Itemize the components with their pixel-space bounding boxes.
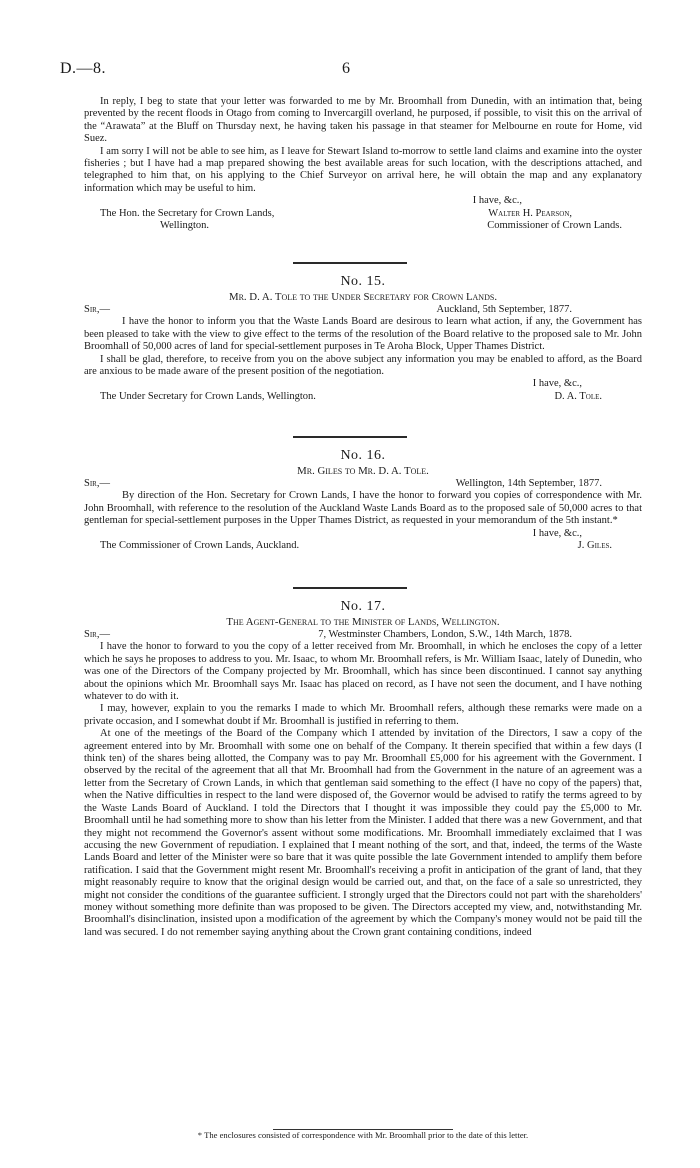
- section-title: No. 17.: [340, 599, 386, 614]
- section-heading: The Agent-General to the Minister of Lands, Wellington.: [226, 616, 500, 629]
- salutation-row: [84, 304, 642, 316]
- addressee: The Hon. the Secretary for Crown Lands,: [100, 207, 275, 219]
- section-divider: [293, 262, 407, 264]
- addressee-row: [84, 540, 642, 552]
- letter-no-17: [84, 601, 642, 939]
- salutation-row: [84, 629, 642, 641]
- section-divider: [293, 436, 407, 438]
- closing: I have, &c.,: [532, 527, 582, 539]
- section-heading: Mr. Giles to Mr. D. A. Tole.: [297, 465, 429, 478]
- date: Auckland, 5th September, 1877.: [436, 304, 572, 315]
- footnote-block: [84, 1127, 642, 1141]
- addressee: The Commissioner of Crown Lands, Auckland.: [100, 540, 300, 552]
- closing-row: [84, 528, 642, 540]
- section-title: No. 15.: [340, 274, 386, 289]
- paragraph: By direction of the Hon. Secretary for Crown Lands, I have the honor to forward you copies of correspondence with Mr. John Broomhall, with reference to the resolution of the Auckland Waste Lands Board as to the proposed sale of 50,000 acres to that gentleman for special-settlement purposes in the Upper Thames District, as requested in your memorandum of the 5th instant.*: [84, 490, 642, 527]
- paragraph: I am sorry I will not be able to see him, as I leave for Stewart Island to-morrow to settle land claims and examine into the oyster fisheries ; but I have had a map prepared showing the best available areas for such location, with the descriptions attached, and telegraphed to him that, on his applying to the Chief Surveyor on arrival here, he will obtain the map and any explanatory information which may be useful to him.: [84, 145, 642, 194]
- addressee: The Under Secretary for Crown Lands, Wellington.: [100, 390, 316, 402]
- closing: I have, &c.,: [472, 195, 522, 207]
- salutation: Sir,—: [84, 629, 110, 640]
- letter-14-continuation: [84, 96, 642, 232]
- addressee-row: [84, 391, 642, 403]
- letter-no-16: [84, 450, 642, 552]
- page-number: 6: [342, 60, 350, 77]
- salutation-row: [84, 478, 642, 490]
- paragraph: In reply, I beg to state that your letter was forwarded to me by Mr. Broomhall from Dunedin, with an intimation that, being prevented by the recent floods in Otago from coming to Invercargill overland, he purposed, if possible, to visit this on the arrival of the “Arawata” at the Bluff on Thursday next, he having taken his passage in that steamer for Melbourne en route for Home, vid Suez.: [84, 96, 642, 145]
- salutation: Sir,—: [84, 478, 110, 489]
- section-divider: [293, 587, 407, 589]
- paragraph: I shall be glad, therefore, to receive from you on the above subject any information you may be enabled to afford, as the Board are anxious to be made aware of the present position of the negotiation.: [84, 353, 642, 378]
- addressee-row: [84, 220, 642, 232]
- section-heading: Mr. D. A. Tole to the Under Secretary for Crown Lands.: [228, 291, 498, 304]
- paragraph: At one of the meetings of the Board of the Company which I attended by invitation of the Directors, I saw a copy of the agreement entered into by Mr. Broomhall with some one on behalf of the Company. It therein specified that within a few days (I think ten) of the shares being allotted, the Company was to pay Mr. Broomhall £5,000 for his agreement with the Government. I observed by the recital of the agreement that all that Mr. Broomhall had from the Government in the nature of an agreement was a letter from the Secretary of Crown Lands, in which that gentleman said something to the effect (I have no copy of the papers) that, when the Native difficulties in respect to the land were disposed of, the Governor would be advised to ratify the terms agreed to by the Waste Lands Board of Auckland. I told the Directors that I thought it was impossible they could pay the £5,000 to Mr. Broomhall until he had something more to show than his letter from the Minister. I added that there was a new Government, and that they might not recommend the Governor's assent without some modifications. Mr. Broomhall immediately exclaimed that I was accusing the new Government of repudiation. I explained that I meant nothing of the sort, and that, indeed, the terms of the Waste Lands Board and letter of the Minister were so bare that it was quite possible the late Government intended to amplify them before ratification. I said that the Government might resent Mr. Broomhall's receiving a profit in anticipation of the grant of land, that they might reasonably require to know that the original design would be carried out, and that, on the face of a sale so unrestricted, they might not consider the conditions of the guarantee sufficient. I strongly urged that the Directors could not part with the shareholders' money without something more definite than was proposed to be given. The Directors accepted my view, and, notwithstanding Mr. Broomhall's disinclination, insisted upon a modification of the agreement by which the Company's money would not be paid till the land was secured. I do not remember saying anything about the Crown grant containing conditions, indeed: [84, 728, 642, 938]
- paragraph: I may, however, explain to you the remarks I made to which Mr. Broomhall refers, although these remarks were made on a private occasion, and I somewhat doubt if Mr. Broomhall is justified in referring to them.: [84, 703, 642, 727]
- letter-no-15: [84, 276, 642, 403]
- closing-row: [84, 378, 642, 390]
- footnote: * The enclosures consisted of correspondence with Mr. Broomhall prior to the date of this letter.: [197, 1130, 529, 1140]
- date: 7, Westminster Chambers, London, S.W., 14th March, 1878.: [318, 629, 572, 640]
- closing-row: [84, 195, 642, 207]
- signature: D. A. Tole.: [554, 390, 602, 402]
- signature-title: Commissioner of Crown Lands.: [487, 220, 622, 232]
- document-reference: D.—8.: [60, 60, 107, 77]
- signature: Walter H. Pearson,: [488, 207, 572, 219]
- date: Wellington, 14th September, 1877.: [455, 478, 602, 489]
- paragraph: I have the honor to inform you that the Waste Lands Board are desirous to learn what action, if any, the Government has been pleased to take with the view to give effect to the terms of the resolution of the Board relative to the proposed sale to Mr. John Broomhall of 50,000 acres of land for special-settlement purposes in Te Aroha Block, Upper Thames District.: [84, 316, 642, 353]
- salutation: Sir,—: [84, 304, 110, 315]
- section-title: No. 16.: [340, 448, 386, 463]
- paragraph: I have the honor to forward to you the copy of a letter received from Mr. Broomhall, in which he encloses the copy of a letter which he says he proposes to address to you. Mr. Isaac, to whom Mr. Broomhall refers, is Mr. William Isaac, lately of Dunedin, who was one of the Directors of the Company projected by Mr. Broomhall, which has since been discontinued. I cannot say anything about the opinions which Mr. Broomhall says Mr. Isaac has placed on record, as I have not seen the document, and I have nothing whatever to do with it.: [84, 641, 642, 703]
- closing: I have, &c.,: [532, 378, 582, 390]
- signature: J. Giles.: [577, 540, 612, 552]
- addressee-row: [84, 208, 642, 220]
- addressee-place: Wellington.: [160, 220, 210, 232]
